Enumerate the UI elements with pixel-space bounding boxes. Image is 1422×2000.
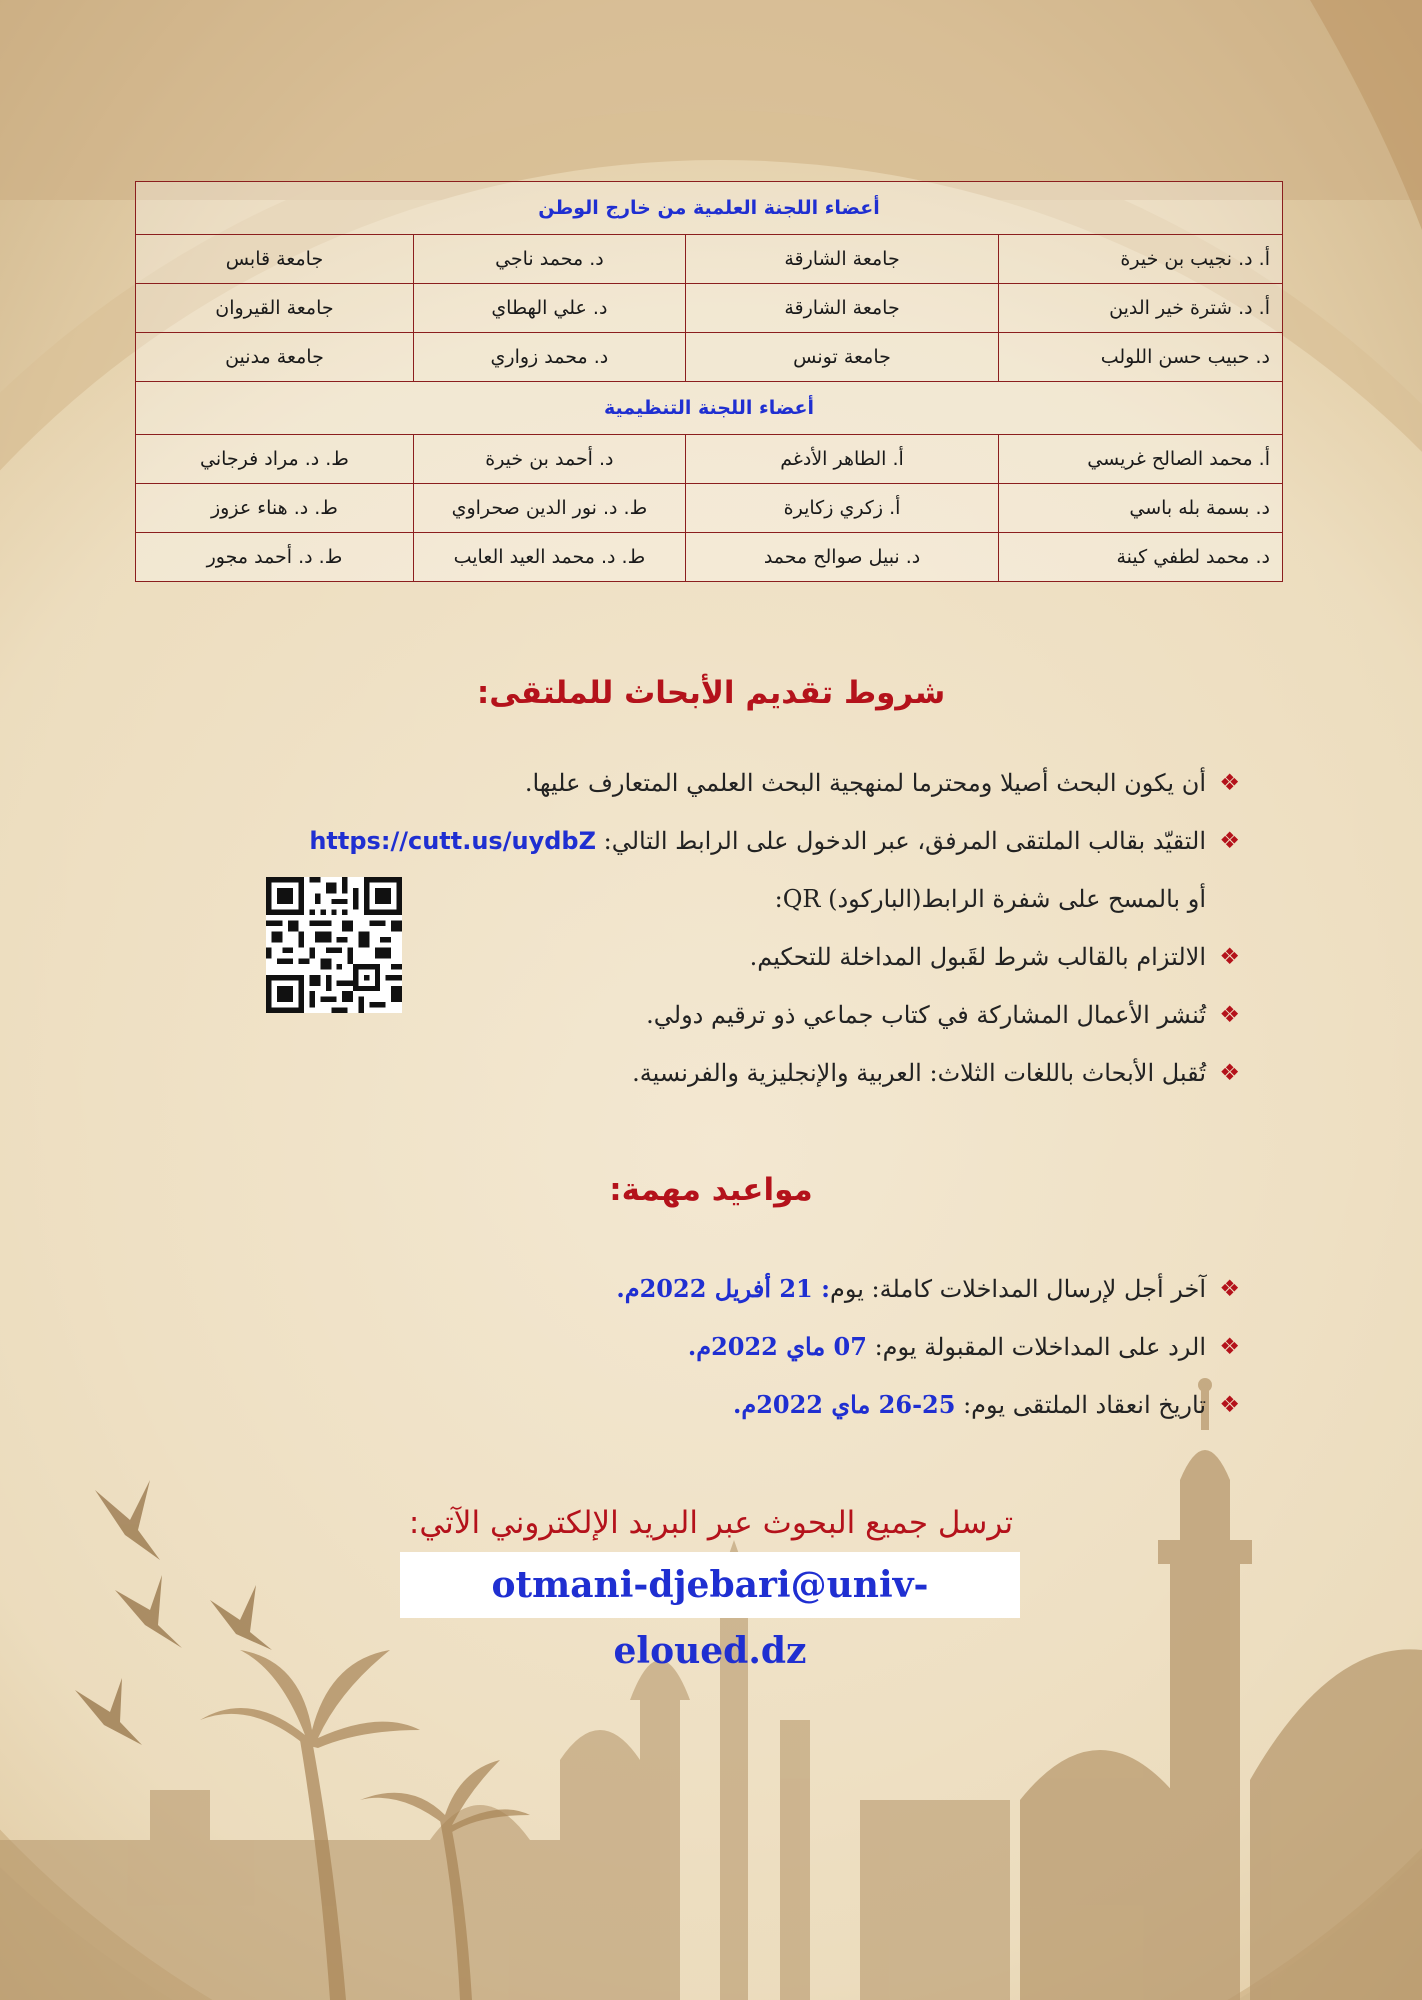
list-item: ❖ آخر أجل لإرسال المداخلات كاملة: يوم: 21 أفريل 2022م. xyxy=(616,1260,1240,1318)
list-item: ❖ التقيّد بقالب الملتقى المرفق، عبر الدخول على الرابط التالي: https://cutt.us/uydbZ xyxy=(309,812,1240,870)
member-name: أ. د. نجيب بن خيرة xyxy=(999,235,1283,284)
diamond-bullet-icon: ❖ xyxy=(1219,828,1240,854)
conference-date: 25-26 ماي 2022 xyxy=(756,1390,956,1419)
committee-table xyxy=(135,181,1283,582)
table-row xyxy=(136,484,1283,533)
diamond-bullet-icon: ❖ xyxy=(1219,1334,1240,1360)
member-name: ط. د. محمد العيد العايب xyxy=(413,533,685,582)
table-row xyxy=(136,435,1283,484)
member-university: جامعة الشارقة xyxy=(685,284,998,333)
diamond-bullet-icon: ❖ xyxy=(1219,1002,1240,1028)
submission-title: ترسل جميع البحوث عبر البريد الإلكتروني الآتي: xyxy=(408,1505,1014,1541)
list-item: ❖ أن يكون البحث أصيلا ومحترما لمنهجية البحث العلمي المتعارف عليها. xyxy=(309,754,1240,812)
table-row xyxy=(136,235,1283,284)
member-name: أ. د. شترة خير الدين xyxy=(999,284,1283,333)
table-row xyxy=(136,333,1283,382)
member-name: د. حبيب حسن اللولب xyxy=(999,333,1283,382)
diamond-bullet-icon: ❖ xyxy=(1219,1392,1240,1418)
member-university: جامعة تونس xyxy=(685,333,998,382)
list-item: ❖ تُنشر الأعمال المشاركة في كتاب جماعي ذو ترقيم دولي. xyxy=(309,986,1240,1044)
member-name: ط. د. أحمد مجور xyxy=(136,533,414,582)
diamond-bullet-icon: ❖ xyxy=(1219,1276,1240,1302)
member-name: د. علي الهطاي xyxy=(413,284,685,333)
conditions-title: شروط تقديم الأبحاث للملتقى: xyxy=(476,675,946,711)
deadline-date: 21 أفريل 2022 xyxy=(639,1274,813,1303)
member-university: جامعة قابس xyxy=(136,235,414,284)
list-item: ❖ الرد على المداخلات المقبولة يوم: 07 ماي 2022م. xyxy=(616,1318,1240,1376)
member-university: جامعة مدنين xyxy=(136,333,414,382)
member-university: جامعة القيروان xyxy=(136,284,414,333)
member-name: د. محمد زواري xyxy=(413,333,685,382)
list-item: ❖ تاريخ انعقاد الملتقى يوم: 25-26 ماي 2022م. xyxy=(616,1376,1240,1434)
diamond-bullet-icon: ❖ xyxy=(1219,770,1240,796)
member-university: جامعة الشارقة xyxy=(685,235,998,284)
submission-email-link[interactable]: otmani-djebari@univ-eloued.dz xyxy=(400,1552,1020,1618)
member-name: أ. زكري زكايرة xyxy=(685,484,998,533)
organizing-committee-title: أعضاء اللجنة التنظيمية xyxy=(136,382,1283,435)
member-name: ط. د. مراد فرجاني xyxy=(136,435,414,484)
qr-code-icon[interactable] xyxy=(266,877,402,1013)
diamond-bullet-icon: ❖ xyxy=(1219,1060,1240,1086)
member-name: د. محمد ناجي xyxy=(413,235,685,284)
dates-title: مواعيد مهمة: xyxy=(609,1172,813,1208)
member-name: أ. محمد الصالح غريسي xyxy=(999,435,1283,484)
table-row xyxy=(136,533,1283,582)
member-name: ط. د. نور الدين صحراوي xyxy=(413,484,685,533)
list-item: أو بالمسح على شفرة الرابط(الباركود) QR: xyxy=(774,885,1206,913)
member-name: د. نبيل صوالح محمد xyxy=(685,533,998,582)
member-name: د. بسمة بله باسي xyxy=(999,484,1283,533)
response-date: 07 ماي 2022 xyxy=(711,1332,867,1361)
diamond-bullet-icon: ❖ xyxy=(1219,944,1240,970)
member-name: د. أحمد بن خيرة xyxy=(413,435,685,484)
member-name: أ. الطاهر الأدغم xyxy=(685,435,998,484)
list-item: ❖ تُقبل الأبحاث باللغات الثلاث: العربية والإنجليزية والفرنسية. xyxy=(309,1044,1240,1102)
member-name: ط. د. هناء عزوز xyxy=(136,484,414,533)
conditions-list xyxy=(309,754,1240,1102)
list-item: ❖ الالتزام بالقالب شرط لقَبول المداخلة للتحكيم. xyxy=(309,928,1240,986)
dates-list xyxy=(616,1260,1240,1434)
table-row xyxy=(136,284,1283,333)
template-link[interactable]: https://cutt.us/uydbZ xyxy=(309,827,596,855)
member-name: د. محمد لطفي كينة xyxy=(999,533,1283,582)
scientific-committee-title: أعضاء اللجنة العلمية من خارج الوطن xyxy=(136,182,1283,235)
